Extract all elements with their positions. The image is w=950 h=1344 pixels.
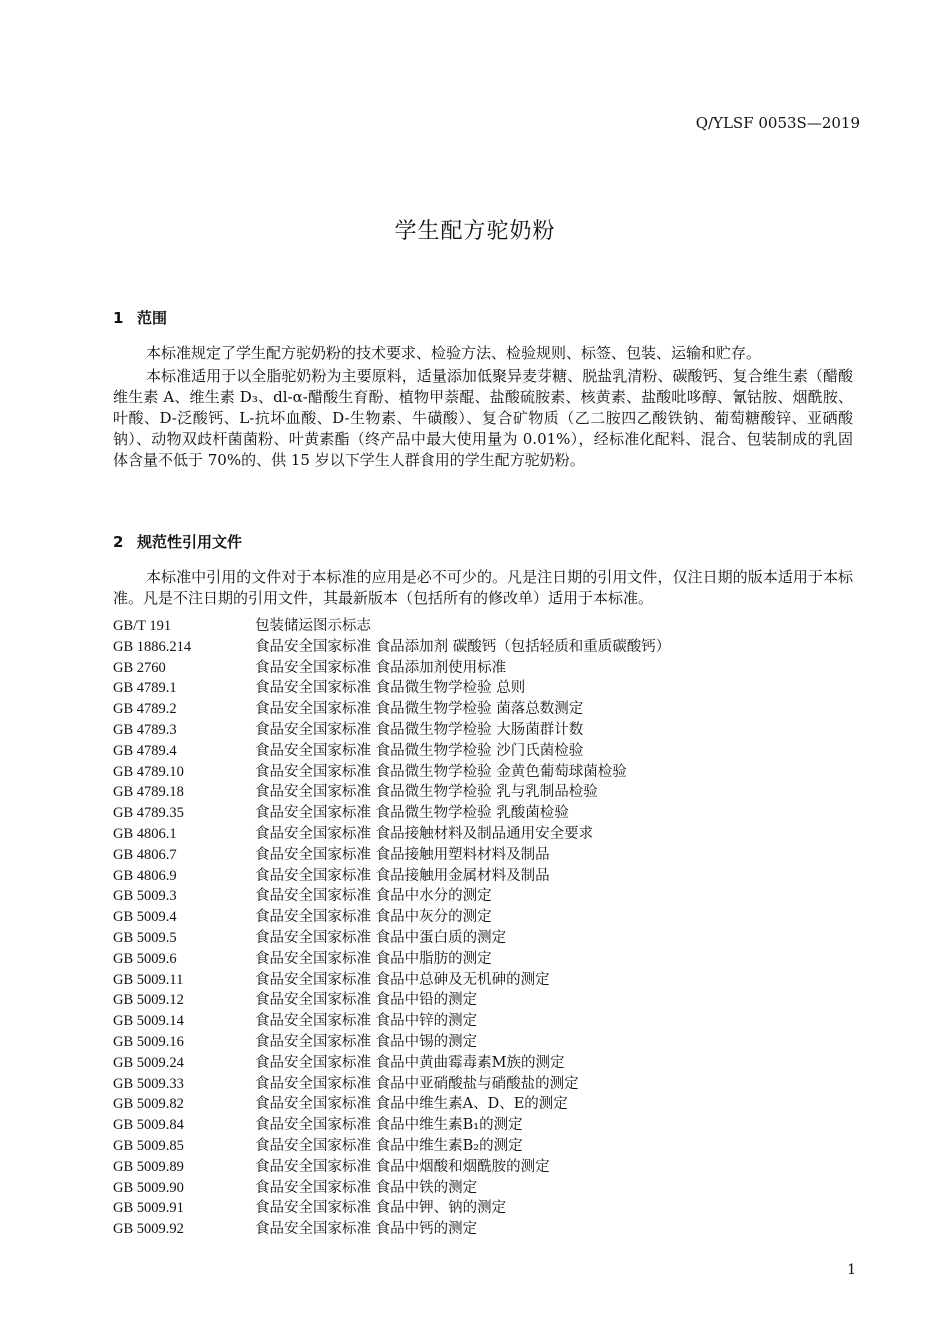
reference-code: GB 5009.3: [113, 888, 177, 905]
reference-code: GB 4806.9: [113, 867, 177, 884]
reference-code: GB 1886.214: [113, 638, 192, 655]
reference-title: 食品安全国家标准 食品中黄曲霉毒素M族的测定: [255, 1054, 565, 1071]
reference-title: 食品安全国家标准 食品中灰分的测定: [255, 909, 492, 926]
reference-code: GB 5009.89: [113, 1158, 184, 1175]
reference-row: [113, 845, 853, 866]
reference-code: GB 5009.82: [113, 1096, 184, 1113]
reference-row: [113, 990, 853, 1011]
reference-row: [113, 1136, 853, 1157]
reference-code: GB 4789.1: [113, 680, 177, 697]
reference-code: GB 4789.18: [113, 784, 184, 801]
reference-title: 食品安全国家标准 食品微生物学检验 乳与乳制品检验: [255, 784, 598, 801]
reference-code: GB/T 191: [113, 618, 172, 634]
reference-code: GB 5009.6: [113, 950, 177, 967]
reference-code: GB 5009.16: [113, 1033, 184, 1050]
reference-row: [113, 658, 853, 679]
reference-row: [113, 1094, 853, 1115]
reference-title: 包装储运图示标志: [255, 618, 371, 634]
reference-row: [113, 949, 853, 970]
reference-title: 食品安全国家标准 食品中水分的测定: [255, 888, 492, 905]
reference-code: GB 5009.24: [113, 1054, 184, 1071]
reference-code: GB 4789.10: [113, 763, 184, 780]
reference-title: 食品安全国家标准 食品中锌的测定: [255, 1013, 478, 1030]
reference-row: [113, 1053, 853, 1074]
reference-title: 食品安全国家标准 食品微生物学检验 乳酸菌检验: [255, 805, 569, 822]
reference-title: 食品安全国家标准 食品微生物学检验 总则: [255, 680, 526, 697]
reference-code: GB 4789.4: [113, 742, 177, 759]
reference-row: [113, 1032, 853, 1053]
reference-title: 食品安全国家标准 食品添加剂 碳酸钙（包括轻质和重质碳酸钙）: [255, 638, 671, 655]
reference-title: 食品安全国家标准 食品中钙的测定: [255, 1221, 478, 1238]
reference-code: GB 4789.3: [113, 721, 177, 738]
reference-code: GB 5009.12: [113, 992, 184, 1009]
section-1-paragraph-1: 本标准规定了学生配方驼奶粉的技术要求、检验方法、检验规则、标签、包装、运输和贮存。: [146, 344, 762, 362]
reference-title: 食品安全国家标准 食品接触用金属材料及制品: [255, 867, 550, 884]
reference-row: [113, 678, 853, 699]
reference-code: GB 5009.84: [113, 1117, 184, 1134]
reference-row: [113, 762, 853, 783]
reference-row: [113, 616, 853, 637]
reference-row: [113, 886, 853, 907]
reference-row: [113, 782, 853, 803]
page-number: 1: [847, 1262, 856, 1278]
reference-row: [113, 699, 853, 720]
reference-row: [113, 637, 853, 658]
document-title: 学生配方驼奶粉: [394, 219, 556, 244]
reference-title: 食品安全国家标准 食品接触材料及制品通用安全要求: [255, 825, 594, 842]
reference-code: GB 5009.33: [113, 1075, 184, 1092]
section-2-number: 2: [113, 533, 124, 551]
section-1-title: 范围: [137, 309, 168, 327]
standard-code: Q/YLSF 0053S—2019: [695, 114, 860, 132]
reference-title: 食品安全国家标准 食品中蛋白质的测定: [255, 929, 507, 946]
reference-row: [113, 720, 853, 741]
reference-title: 食品安全国家标准 食品中烟酸和烟酰胺的测定: [255, 1158, 550, 1175]
reference-code: GB 5009.5: [113, 929, 177, 946]
reference-code: GB 4806.1: [113, 825, 177, 842]
reference-title: 食品安全国家标准 食品中维生素B₂的测定: [255, 1137, 523, 1154]
reference-title: 食品安全国家标准 食品添加剂使用标准: [255, 659, 507, 676]
reference-row: [113, 803, 853, 824]
reference-list: [113, 616, 853, 1240]
reference-title: 食品安全国家标准 食品中锡的测定: [255, 1033, 478, 1050]
reference-row: [113, 1074, 853, 1095]
reference-row: [113, 1219, 853, 1240]
reference-code: GB 5009.92: [113, 1221, 184, 1238]
reference-code: GB 5009.85: [113, 1137, 184, 1154]
reference-title: 食品安全国家标准 食品中总砷及无机砷的测定: [255, 971, 550, 988]
section-2-intro: 本标准中引用的文件对于本标准的应用是必不可少的。凡是注日期的引用文件，仅注日期的版本适用于本标准。凡是不注日期的引用文件，其最新版本（包括所有的修改单）适用于本标准。: [113, 568, 853, 607]
reference-row: [113, 907, 853, 928]
reference-row: [113, 1178, 853, 1199]
reference-code: GB 4806.7: [113, 846, 177, 863]
reference-code: GB 4789.2: [113, 701, 177, 718]
section-1-number: 1: [113, 309, 124, 327]
reference-title: 食品安全国家标准 食品中铅的测定: [255, 992, 478, 1009]
section-1-paragraph-2: 本标准适用于以全脂驼奶粉为主要原料，适量添加低聚异麦芽糖、脱盐乳清粉、碳酸钙、复合维生素（醋酸维生素 A、维生素 D₃、dl-α-醋酸生育酚、植物甲萘醌、盐酸硫胺素、核黄素、盐酸吡哆醇、氰钴胺、烟酰胺、叶酸、D-泛酸钙、L-抗坏血酸、D-生物素、牛磺酸）、复合矿物质（乙二胺四乙酸铁钠、葡萄糖酸锌、亚硒酸钠）、动物双歧杆菌菌粉、叶黄素酯（终产品中最大使用量为 0.01%），经标准化配料、混合、包装制成的乳固体含量不低于 70%的、供 15 岁以下学生人群食用的学生配方驼奶粉。: [113, 367, 853, 469]
section-2-heading: [113, 531, 242, 552]
reference-code: GB 5009.4: [113, 909, 177, 926]
reference-code: GB 5009.90: [113, 1179, 184, 1196]
reference-title: 食品安全国家标准 食品中钾、钠的测定: [255, 1200, 507, 1217]
section-2-title: 规范性引用文件: [137, 533, 243, 551]
reference-code: GB 4789.35: [113, 805, 184, 822]
reference-row: [113, 1115, 853, 1136]
reference-row: [113, 741, 853, 762]
reference-title: 食品安全国家标准 食品微生物学检验 金黄色葡萄球菌检验: [255, 763, 627, 780]
reference-row: [113, 824, 853, 845]
reference-title: 食品安全国家标准 食品中维生素B₁的测定: [255, 1117, 523, 1134]
reference-code: GB 5009.14: [113, 1013, 184, 1030]
reference-row: [113, 1157, 853, 1178]
reference-row: [113, 866, 853, 887]
section-1-heading: [113, 307, 167, 328]
reference-title: 食品安全国家标准 食品接触用塑料材料及制品: [255, 846, 550, 863]
reference-title: 食品安全国家标准 食品中脂肪的测定: [255, 950, 492, 967]
reference-row: [113, 1198, 853, 1219]
reference-title: 食品安全国家标准 食品中亚硝酸盐与硝酸盐的测定: [255, 1075, 579, 1092]
reference-row: [113, 928, 853, 949]
reference-code: GB 5009.11: [113, 971, 184, 988]
reference-title: 食品安全国家标准 食品中维生素A、D、E的测定: [255, 1096, 568, 1113]
reference-title: 食品安全国家标准 食品中铁的测定: [255, 1179, 478, 1196]
reference-title: 食品安全国家标准 食品微生物学检验 大肠菌群计数: [255, 721, 584, 738]
reference-code: GB 2760: [113, 659, 166, 676]
reference-row: [113, 1011, 853, 1032]
reference-code: GB 5009.91: [113, 1200, 184, 1217]
reference-title: 食品安全国家标准 食品微生物学检验 沙门氏菌检验: [255, 742, 584, 759]
reference-title: 食品安全国家标准 食品微生物学检验 菌落总数测定: [255, 701, 584, 718]
reference-row: [113, 970, 853, 991]
